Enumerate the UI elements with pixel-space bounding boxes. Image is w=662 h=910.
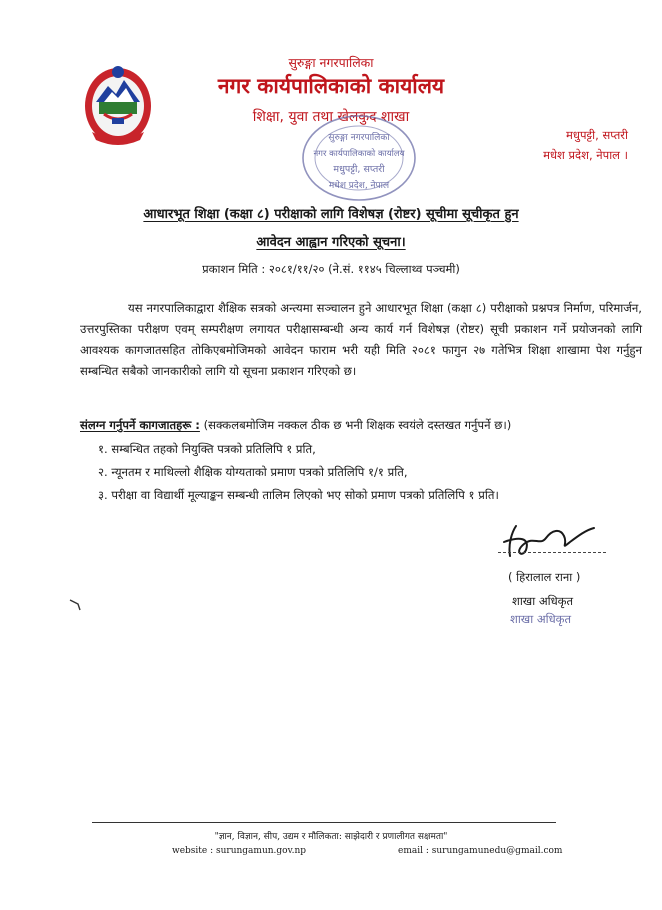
body-line-4: फाराम भरी यही मिति २०८१ फागुन २७ गतेभित्र शिक्षा शाखामा पेश गर्नुहुन सम्बन्धित सबैको जानकारीको: [80, 343, 642, 378]
footer-motto: "ज्ञान, विज्ञान, सीप, उद्यम र मौलिकता: साझेदारी र प्रणालीगत सक्षमता": [214, 832, 448, 842]
stamp-line-1: सुरुङ्गा नगरपालिका: [328, 133, 390, 143]
office-stamp: [300, 112, 418, 204]
notice-title-line-1: आधारभूत शिक्षा (कक्षा ८) परीक्षाको लागि विशेषज्ञ (रोष्टर) सूचीमा सूचीकृत हुन: [143, 207, 519, 222]
stamp-line-2: नगर कार्यपालिकाको कार्यालय: [313, 149, 405, 159]
address-line-2: मधेश प्रदेश, नेपाल ।: [543, 148, 628, 162]
body-line-3: विशेषज्ञ (रोष्टर) सूची प्रकाशन गर्ने प्रयोजनको लागि आवश्यक कागजातसहित तोकिएबमोजिमको आवेदन: [80, 322, 642, 357]
office-name: नगर कार्यपालिकाको कार्यालय: [217, 74, 445, 98]
body-line-2: प्रश्नपत्र निर्माण, परिमार्जन, उत्तरपुस्तिका परीक्षण एवम् सम्परीक्षण लगायत परीक्षासम्बन्धी अन्य कार्य गर्न: [80, 301, 642, 336]
pen-mark-icon: [68, 596, 84, 612]
signature-line: [498, 552, 606, 553]
stamp-line-3: मधुपट्टी, सप्तरी: [333, 164, 385, 175]
handwritten-signature: [490, 516, 605, 564]
body-line-1: यस नगरपालिकाद्वारा शैक्षिक सत्रको अन्त्यमा सञ्चालन हुने आधारभूत शिक्षा (कक्षा ८) परीक्षाको: [128, 301, 528, 315]
footer-email[interactable]: email : surungamunedu@gmail.com: [398, 846, 563, 856]
address-line-1: मधुपट्टी, सप्तरी: [566, 128, 628, 142]
branch-name: शिक्षा, युवा तथा खेलकुद शाखा: [252, 109, 410, 125]
attachments-heading: संलग्न गर्नुपर्ने कागजातहरू :: [80, 418, 200, 432]
stamp-line-4: मधेश प्रदेश, नेपाल: [328, 181, 390, 191]
attachment-item-1: १. सम्बन्धित तहको नियुक्ति पत्रको प्रतिलिपि १ प्रति,: [98, 442, 316, 456]
signatory-post: शाखा अधिकृत: [512, 594, 574, 608]
attachments-heading-row: [80, 418, 511, 433]
attachment-item-2: २. न्यूनतम र माथिल्लो शैक्षिक योग्यताको प्रमाण पत्रको प्रतिलिपि १/१ प्रति,: [98, 465, 408, 479]
designation-seal: शाखा अधिकृत: [510, 612, 572, 626]
footer-divider: [92, 822, 556, 823]
notice-title-line-2: आवेदन आह्वान गरिएको सूचना।: [256, 235, 406, 250]
attachments-note: (सक्कलबमोजिम नक्कल ठीक छ भनी शिक्षक स्वयंले दस्तखत गर्नुपर्ने छ।): [203, 418, 512, 432]
municipality-name: सुरुङ्गा नगरपालिका: [288, 55, 374, 70]
publication-date: प्रकाशन मिति : २०८१/११/२० (ने.सं. ११४५ चिल्लाथ्व पञ्चमी): [202, 262, 460, 276]
signatory-name: ( हिरालाल राना ): [508, 570, 581, 584]
footer-website[interactable]: website : surungamun.gov.np: [172, 846, 307, 856]
attachment-item-3: ३. परीक्षा वा विद्यार्थी मूल्याङ्कन सम्बन्धी तालिम लिएको भए सोको प्रमाण पत्रको प्रतिलिपि १ प्रति।: [98, 488, 499, 502]
notice-body: [80, 298, 642, 382]
body-line-5: लागि यो सूचना प्रकाशन गरिएको छ।: [205, 364, 357, 378]
